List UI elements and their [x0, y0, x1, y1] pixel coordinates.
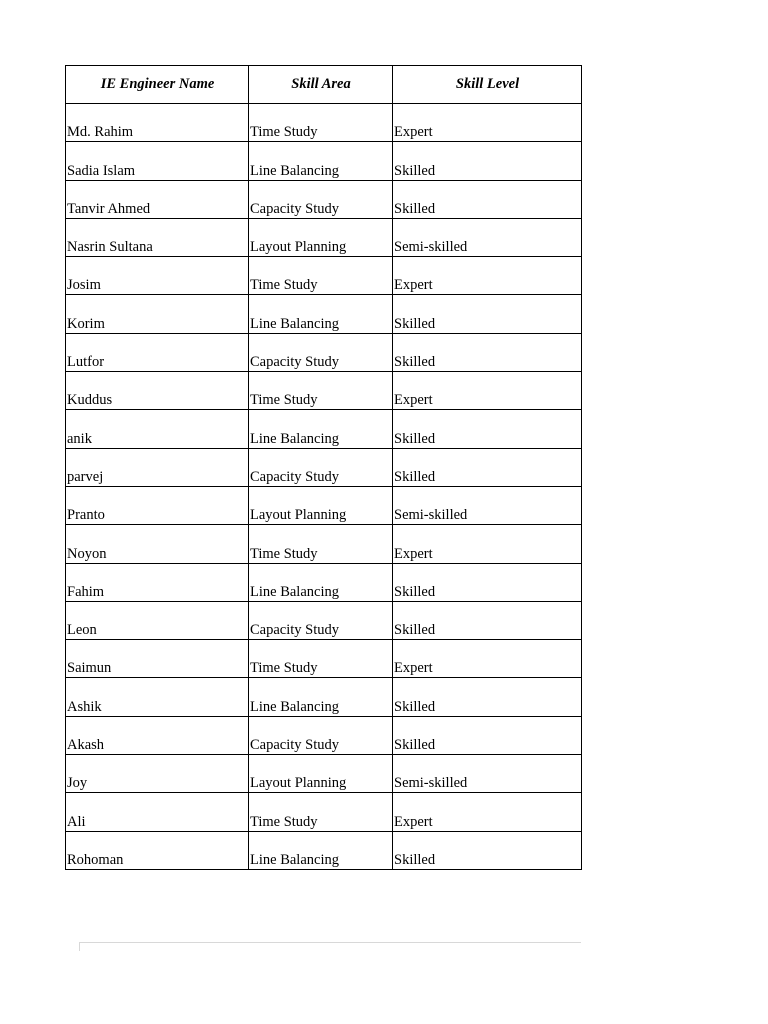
engineer-name-cell: Leon	[66, 601, 249, 639]
skill-level-cell: Skilled	[393, 563, 582, 601]
engineer-name-cell: Rohoman	[66, 831, 249, 869]
skill-level-cell: Semi-skilled	[393, 486, 582, 524]
skill-area-cell: Layout Planning	[249, 218, 393, 256]
skill-level-cell: Skilled	[393, 678, 582, 716]
skill-area-cell: Capacity Study	[249, 716, 393, 754]
skill-level-cell: Skilled	[393, 180, 582, 218]
skill-area-cell: Line Balancing	[249, 410, 393, 448]
engineer-name-cell: Noyon	[66, 525, 249, 563]
table-row	[66, 601, 582, 639]
skill-level-cell: Expert	[393, 257, 582, 295]
engineer-name-cell: Lutfor	[66, 333, 249, 371]
skill-area-cell: Layout Planning	[249, 486, 393, 524]
skill-area-cell: Time Study	[249, 793, 393, 831]
skill-level-cell: Skilled	[393, 410, 582, 448]
table-row	[66, 104, 582, 142]
skill-area-cell: Time Study	[249, 525, 393, 563]
skill-area-cell: Line Balancing	[249, 831, 393, 869]
table-row	[66, 333, 582, 371]
table-row	[66, 486, 582, 524]
engineer-name-cell: Pranto	[66, 486, 249, 524]
skill-area-cell: Line Balancing	[249, 295, 393, 333]
skill-area-cell: Time Study	[249, 257, 393, 295]
table-row	[66, 218, 582, 256]
table-row	[66, 372, 582, 410]
engineer-name-cell: Md. Rahim	[66, 104, 249, 142]
engineer-name-cell: Tanvir Ahmed	[66, 180, 249, 218]
skill-area-cell: Capacity Study	[249, 601, 393, 639]
table-row	[66, 640, 582, 678]
skill-level-cell: Skilled	[393, 333, 582, 371]
engineer-name-cell: Josim	[66, 257, 249, 295]
table-row	[66, 448, 582, 486]
engineer-name-cell: Korim	[66, 295, 249, 333]
skill-level-cell: Expert	[393, 104, 582, 142]
skill-level-cell: Skilled	[393, 831, 582, 869]
table-row	[66, 142, 582, 180]
skill-area-cell: Capacity Study	[249, 333, 393, 371]
skill-area-cell: Line Balancing	[249, 563, 393, 601]
skill-matrix-table	[65, 65, 582, 870]
table-row	[66, 410, 582, 448]
engineer-name-cell: Akash	[66, 716, 249, 754]
skill-area-cell: Capacity Study	[249, 448, 393, 486]
table-row	[66, 793, 582, 831]
header-engineer-name: IE Engineer Name	[66, 66, 249, 104]
table-row	[66, 716, 582, 754]
skill-level-cell: Semi-skilled	[393, 218, 582, 256]
skill-area-cell: Time Study	[249, 640, 393, 678]
table-row	[66, 678, 582, 716]
table-row	[66, 755, 582, 793]
engineer-name-cell: Ali	[66, 793, 249, 831]
engineer-name-cell: parvej	[66, 448, 249, 486]
skill-level-cell: Expert	[393, 793, 582, 831]
skill-level-cell: Skilled	[393, 716, 582, 754]
table-row	[66, 525, 582, 563]
engineer-name-cell: Ashik	[66, 678, 249, 716]
skill-level-cell: Skilled	[393, 448, 582, 486]
engineer-name-cell: Saimun	[66, 640, 249, 678]
table-header-row	[66, 66, 582, 104]
skill-level-cell: Skilled	[393, 142, 582, 180]
skill-area-cell: Time Study	[249, 372, 393, 410]
table-row	[66, 257, 582, 295]
page-footer-tick	[79, 942, 80, 951]
skill-area-cell: Line Balancing	[249, 142, 393, 180]
skill-area-cell: Time Study	[249, 104, 393, 142]
skill-level-cell: Skilled	[393, 601, 582, 639]
table-row	[66, 180, 582, 218]
skill-area-cell: Layout Planning	[249, 755, 393, 793]
skill-level-cell: Expert	[393, 525, 582, 563]
skill-level-cell: Expert	[393, 372, 582, 410]
table-row	[66, 563, 582, 601]
engineer-name-cell: anik	[66, 410, 249, 448]
engineer-name-cell: Joy	[66, 755, 249, 793]
skill-level-cell: Expert	[393, 640, 582, 678]
skill-level-cell: Semi-skilled	[393, 755, 582, 793]
header-skill-area: Skill Area	[249, 66, 393, 104]
engineer-name-cell: Sadia Islam	[66, 142, 249, 180]
header-skill-level: Skill Level	[393, 66, 582, 104]
skill-level-cell: Skilled	[393, 295, 582, 333]
table-row	[66, 831, 582, 869]
engineer-name-cell: Nasrin Sultana	[66, 218, 249, 256]
skill-area-cell: Line Balancing	[249, 678, 393, 716]
engineer-name-cell: Kuddus	[66, 372, 249, 410]
engineer-name-cell: Fahim	[66, 563, 249, 601]
table-body	[66, 104, 582, 870]
skill-area-cell: Capacity Study	[249, 180, 393, 218]
page-footer-line	[80, 942, 581, 943]
table-row	[66, 295, 582, 333]
